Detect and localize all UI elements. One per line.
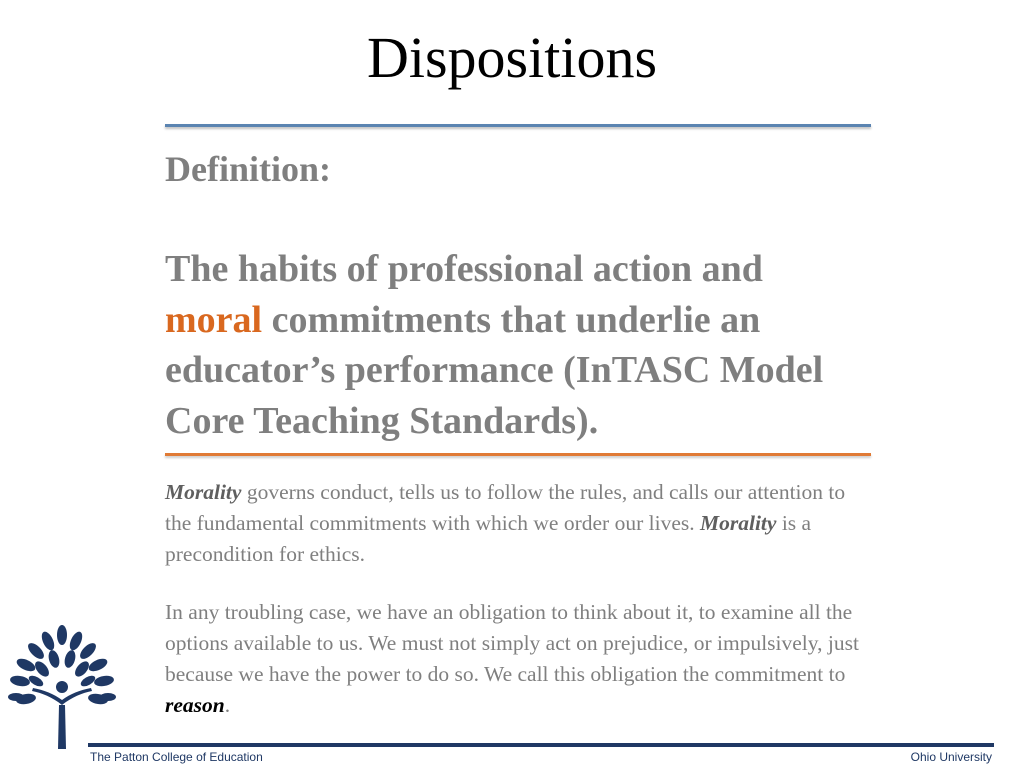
definition-part-1: The habits of professional action and: [165, 248, 763, 290]
morality-term-2: Morality: [699, 511, 777, 535]
morality-text-1: governs conduct, tells us to follow the rules, and calls our attention to the fundamental commitments with which we order our lives.: [165, 480, 846, 535]
definition-divider: [165, 453, 871, 456]
reason-text: In any troubling case, we have an obligation to think about it, to examine all the options available to us. We must not simply act on prejudice, or impulsively, just because we have the power to do so. We call this obligation the commitment to: [165, 600, 859, 686]
tree-logo-icon: [8, 625, 116, 749]
slide-title: Dispositions: [366, 25, 658, 90]
definition-text: [165, 244, 865, 446]
definition-part-2: commitments that underlie an educator’s performance (InTASC Model Core Teaching Standards).: [165, 298, 824, 442]
definition-moral-word: moral: [165, 298, 263, 341]
title-divider: [165, 124, 871, 127]
definition-heading: Definition:: [165, 149, 331, 189]
reason-paragraph: [165, 597, 865, 721]
footer-divider: [88, 743, 994, 747]
morality-text-2: is a precondition for ethics.: [165, 511, 812, 566]
reason-term: reason: [165, 693, 225, 717]
morality-term: Morality: [165, 480, 242, 504]
footer-college-name: The Patton College of Education: [90, 750, 263, 764]
reason-end: .: [224, 693, 231, 717]
footer-university-name: Ohio University: [910, 750, 992, 764]
morality-paragraph: [165, 477, 865, 570]
